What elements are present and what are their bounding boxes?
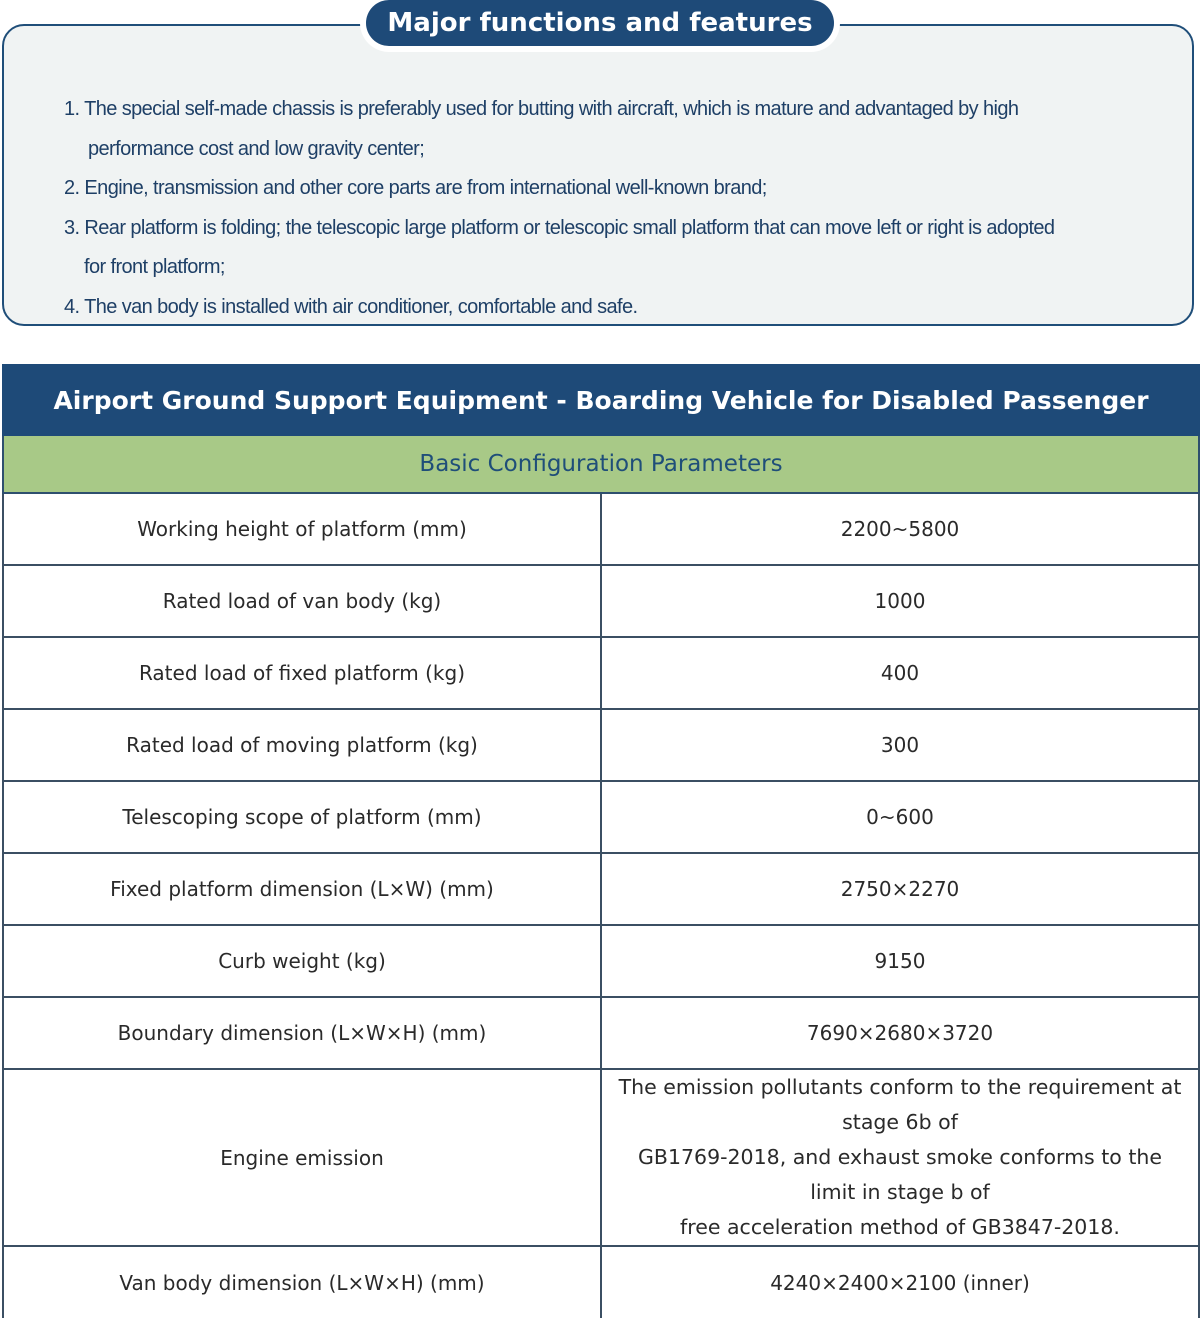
- feature-item-1: [64, 90, 1174, 169]
- param-label: Fixed platform dimension (L×W) (mm): [3, 853, 601, 925]
- table-row: [3, 493, 1199, 565]
- feature-item-2-line1: 2. Engine, transmission and other core parts are from international well-known brand;: [64, 177, 767, 199]
- param-label: Working height of platform (mm): [3, 493, 601, 565]
- param-value: 0~600: [601, 781, 1199, 853]
- param-label: Rated load of moving platform (kg): [3, 709, 601, 781]
- feature-item-4-line1: 4. The van body is installed with air conditioner, comfortable and safe.: [64, 295, 638, 318]
- param-label: Rated load of fixed platform (kg): [3, 637, 601, 709]
- features-list: [64, 90, 1174, 327]
- features-panel: [2, 24, 1194, 326]
- param-label: Boundary dimension (L×W×H) (mm): [3, 997, 601, 1069]
- param-value: 7690×2680×3720: [601, 997, 1199, 1069]
- param-value: 400: [601, 637, 1199, 709]
- parameter-table: [2, 364, 1200, 1318]
- table-row: [3, 853, 1199, 925]
- param-label: Engine emission: [3, 1069, 601, 1246]
- table-row: [3, 637, 1199, 709]
- feature-item-1-line1: 1. The special self-made chassis is preferably used for butting with aircraft, which is mature and advantaged by high: [64, 98, 1019, 120]
- table-subtitle-row: [3, 435, 1199, 493]
- feature-item-2: [64, 169, 1174, 209]
- param-value-multiline: [601, 1069, 1199, 1246]
- table-row: [3, 1069, 1199, 1246]
- feature-item-3-line2: for front platform;: [84, 256, 225, 278]
- param-value-line: free acceleration method of GB3847-2018.: [680, 1215, 1120, 1239]
- param-value: 4240×2400×2100 (inner): [601, 1246, 1199, 1318]
- table-subtitle: Basic Configuration Parameters: [3, 435, 1199, 493]
- feature-item-1-line2: performance cost and low gravity center;: [88, 137, 425, 160]
- param-value: 2200~5800: [601, 493, 1199, 565]
- param-value-line: GB1769-2018, and exhaust smoke conforms to the limit in stage b of: [638, 1145, 1162, 1204]
- param-value-line: The emission pollutants conform to the requirement at stage 6b of: [618, 1075, 1182, 1134]
- table-row: [3, 925, 1199, 997]
- feature-item-3: [64, 209, 1174, 288]
- param-label: Telescoping scope of platform (mm): [3, 781, 601, 853]
- table-row: [3, 565, 1199, 637]
- table-row: [3, 709, 1199, 781]
- features-title: Major functions and features: [366, 0, 834, 46]
- param-value: 2750×2270: [601, 853, 1199, 925]
- param-value: 9150: [601, 925, 1199, 997]
- table-row: [3, 1246, 1199, 1318]
- feature-item-3-line1: 3. Rear platform is folding; the telescopic large platform or telescopic small platform that can move left or right is adopted: [64, 216, 1055, 239]
- table-row: [3, 781, 1199, 853]
- param-label: Rated load of van body (kg): [3, 565, 601, 637]
- param-label: Van body dimension (L×W×H) (mm): [3, 1246, 601, 1318]
- table-title-row: [3, 365, 1199, 435]
- table-row: [3, 997, 1199, 1069]
- table-title: Airport Ground Support Equipment - Boarding Vehicle for Disabled Passenger: [3, 365, 1199, 435]
- param-value: 1000: [601, 565, 1199, 637]
- feature-item-4: [64, 288, 1174, 328]
- param-value: 300: [601, 709, 1199, 781]
- param-label: Curb weight (kg): [3, 925, 601, 997]
